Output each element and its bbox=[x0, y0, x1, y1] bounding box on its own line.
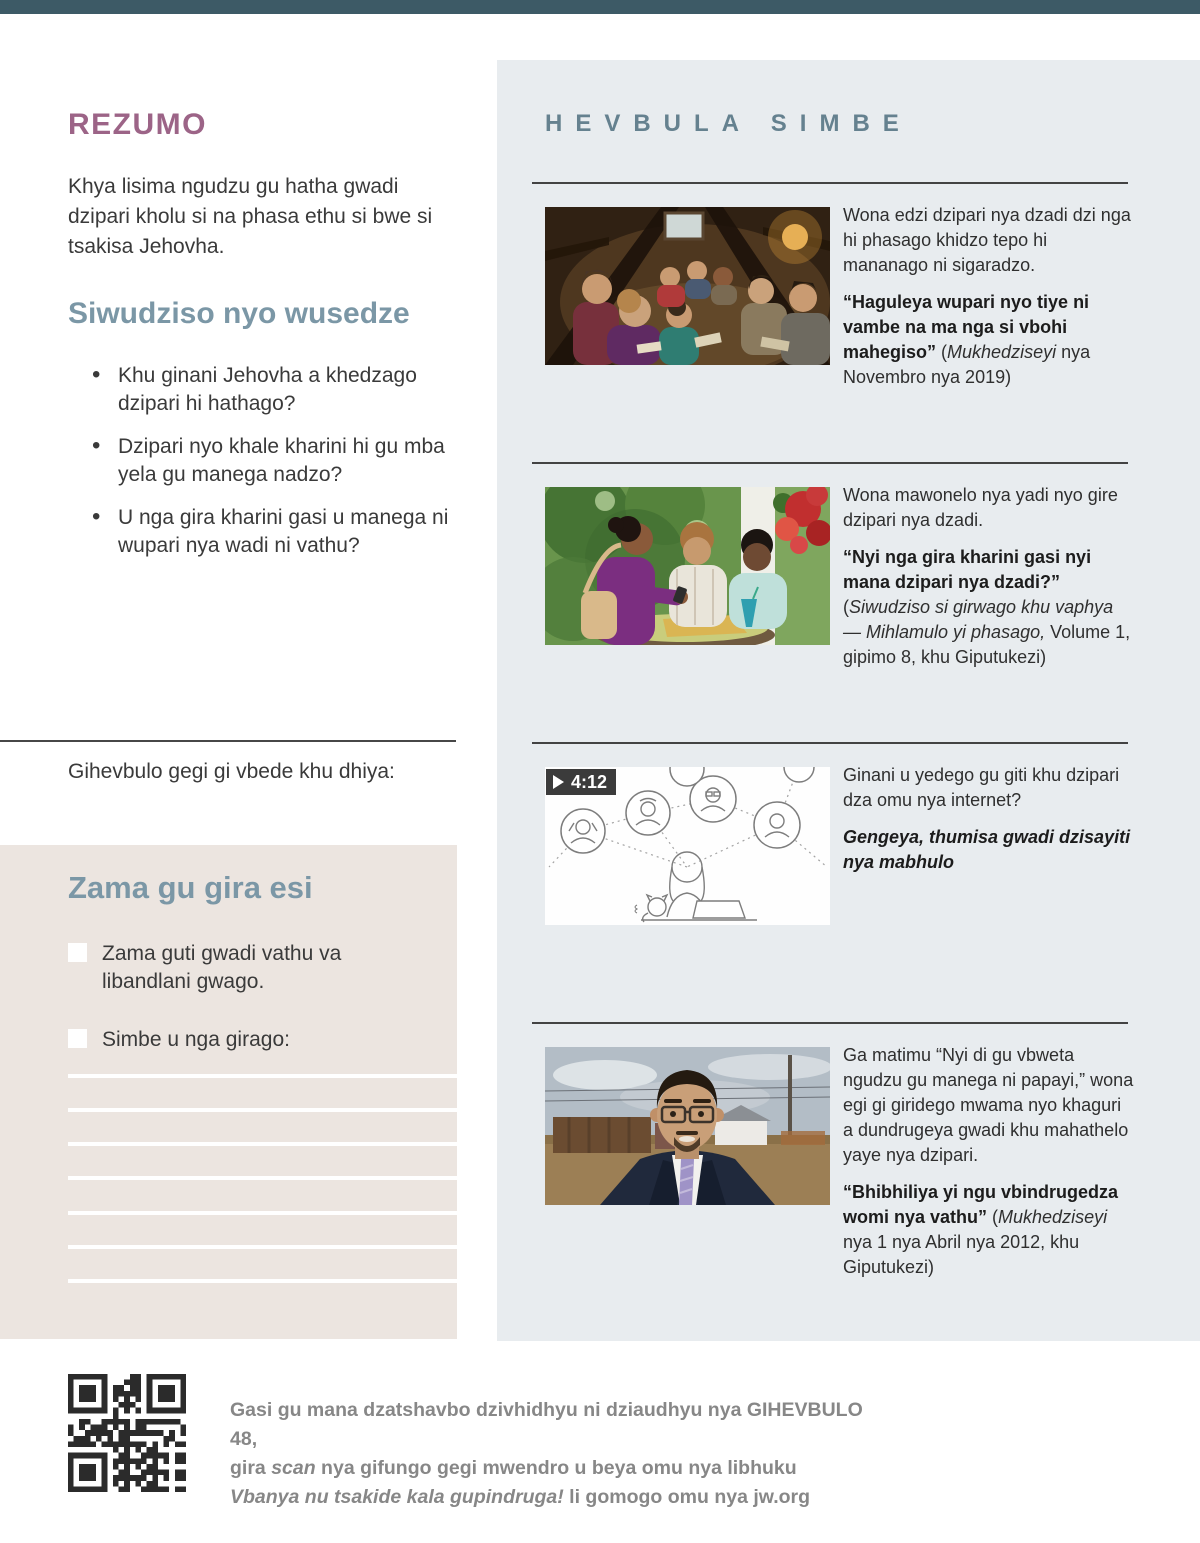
study-question: • U nga gira kharini gasi u manega ni wupari nya wadi ni vathu? bbox=[92, 504, 464, 560]
cafe-scene-illustration bbox=[545, 487, 830, 645]
study-questions-title: Siwudziso nyo wusedze bbox=[68, 297, 410, 330]
top-accent-bar bbox=[0, 0, 1200, 14]
footer-text bbox=[230, 1396, 890, 1512]
review-title: HEVBULA SIMBE bbox=[545, 110, 912, 137]
qr-code bbox=[68, 1374, 186, 1492]
video-duration: 4:12 bbox=[571, 771, 608, 792]
summary-text: Khya lisima ngudzu gu hatha gwadi dzipari kholu si na phasa ethu si bwe si tsakisa Jehovha. bbox=[68, 175, 433, 258]
photo-attic-group-study bbox=[545, 207, 830, 365]
checkbox[interactable] bbox=[68, 943, 87, 962]
review-section bbox=[843, 203, 1135, 402]
section-body: Ginani u yedego gu giti khu dzipari dza omu nya internet? bbox=[843, 765, 1120, 810]
video-duration-badge bbox=[546, 769, 616, 795]
section-quote: Gengeya, thumisa gwadi dzisayiti nya mabhulo bbox=[843, 827, 1131, 872]
section-quote: “Haguleya wupari nyo tiye ni vambe na ma nga si vbohi mahegiso” (Mukhedziseyi nya Novembro nya 2019) bbox=[843, 292, 1091, 387]
todo-item-label: Simbe u nga girago: bbox=[102, 1028, 290, 1051]
section-quote: “Bhibhiliya yi ngu vbindrugedza womi nya vathu” (Mukhedziseyi nya 1 nya Abril nya 2012, khu Giputukezi) bbox=[843, 1182, 1119, 1277]
photo-man-portrait bbox=[545, 1047, 830, 1205]
study-question: • Khu ginani Jehovha a khedzago dzipari hi hathago? bbox=[92, 362, 464, 418]
section-divider bbox=[532, 742, 1128, 744]
attic-scene-illustration bbox=[545, 207, 830, 365]
writing-line bbox=[68, 1142, 457, 1146]
writing-line bbox=[68, 1176, 457, 1180]
footer-line1: Gasi gu mana dzatshavbo dzivhidhyu ni dziaudhyu nya GIHEVBULO 48, bbox=[230, 1399, 863, 1450]
todo-item bbox=[68, 1026, 428, 1054]
qr-pattern bbox=[68, 1374, 186, 1492]
todo-title: Zama gu gira esi bbox=[68, 870, 313, 905]
review-section bbox=[843, 483, 1135, 682]
photo-friends-cafe bbox=[545, 487, 830, 645]
section-divider bbox=[532, 462, 1128, 464]
todo-box bbox=[0, 845, 457, 1339]
left-divider bbox=[0, 740, 456, 742]
study-questions-list bbox=[92, 362, 464, 575]
writing-line bbox=[68, 1074, 457, 1078]
checkbox[interactable] bbox=[68, 1029, 87, 1048]
footer-line2: gira scan nya gifungo gegi mwendro u beya omu nya libhuku bbox=[230, 1457, 797, 1479]
writing-line bbox=[68, 1211, 457, 1215]
writing-line bbox=[68, 1245, 457, 1249]
summary-title: REZUMO bbox=[68, 108, 207, 141]
study-question: • Dzipari nyo khale kharini hi gu mba yela gu manega nadzo? bbox=[92, 433, 464, 489]
review-section bbox=[843, 1043, 1135, 1292]
section-body: Wona mawonelo nya yadi nyo gire dzipari nya dzadi. bbox=[843, 485, 1118, 530]
section-divider bbox=[532, 182, 1128, 184]
section-body: Ga matimu “Nyi di gu vbweta ngudzu gu manega ni papayi,” wona egi gi giridego mwama nyo khaguri a dundrugeya gwadi khu mahathelo yaye nya dzipari. bbox=[843, 1045, 1134, 1165]
todo-item-label: Zama guti gwadi vathu va libandlani gwago. bbox=[102, 942, 342, 993]
section-divider bbox=[532, 1022, 1128, 1024]
writing-line bbox=[68, 1108, 457, 1112]
play-icon bbox=[553, 775, 564, 789]
section-quote: “Nyi nga gira kharini gasi nyi mana dzipari nya dzadi?” (Siwudziso si girwago khu vaphya — Mihlamulo yi phasago, Volume 1, gipimo 8, khu Giputukezi) bbox=[843, 547, 1131, 667]
footer-line3: Vbanya nu tsakide kala gupindruga! li gomogo omu nya jw.org bbox=[230, 1486, 811, 1508]
man-portrait-illustration bbox=[545, 1047, 830, 1205]
lesson-covered-note: Gihevbulo gegi gi vbede khu dhiya: bbox=[68, 760, 395, 783]
todo-item bbox=[68, 940, 428, 996]
review-section bbox=[843, 763, 1135, 887]
writing-line bbox=[68, 1279, 457, 1283]
section-body: Wona edzi dzipari nya dzadi dzi nga hi phasago khidzo tepo hi mananago ni sigaradzo. bbox=[843, 205, 1131, 275]
